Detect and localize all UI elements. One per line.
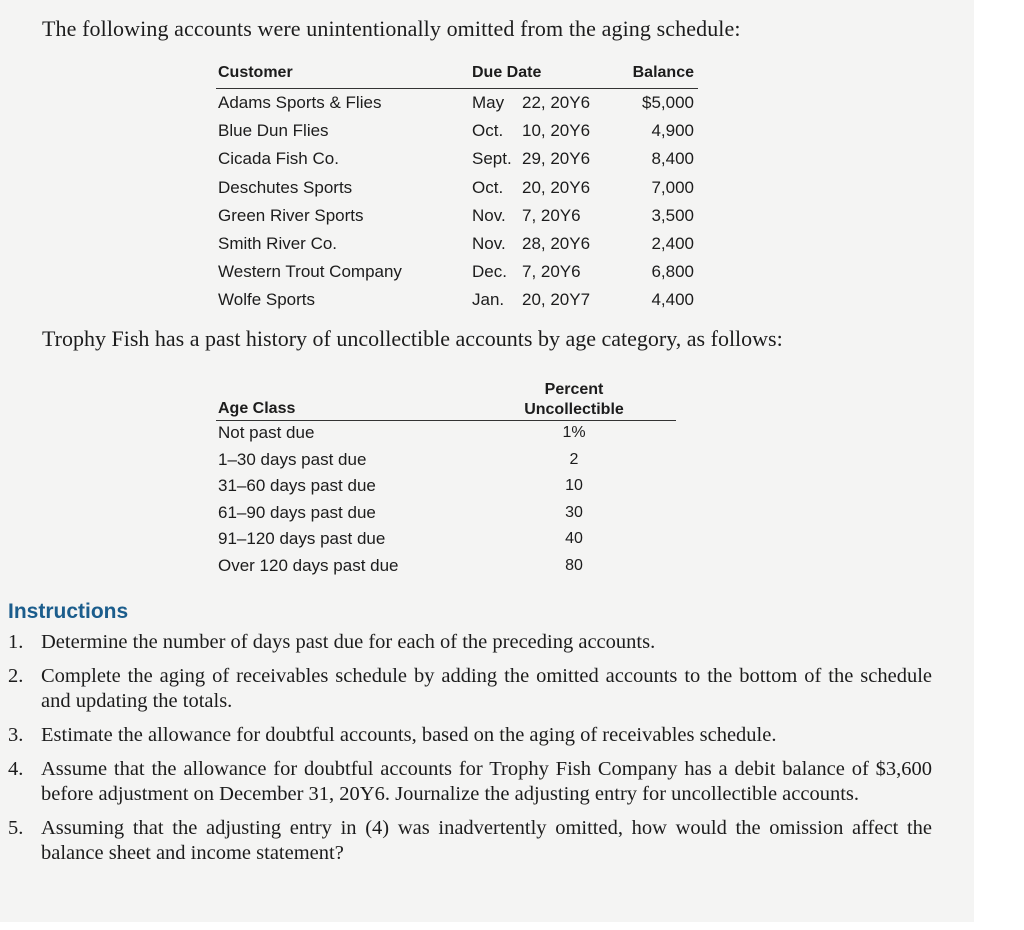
balance-cell: 6,800 <box>651 262 694 282</box>
age-class-table <box>216 380 676 580</box>
instruction-item <box>8 757 932 807</box>
due-month: Nov. <box>472 233 506 253</box>
age-row <box>216 421 676 448</box>
due-day-year: 20, 20Y7 <box>522 290 591 310</box>
accounts-header-row <box>216 62 698 88</box>
customer-cell: Cicada Fish Co. <box>218 149 339 169</box>
age-row <box>216 448 676 475</box>
account-row <box>216 145 698 173</box>
age-row <box>216 501 676 528</box>
account-row <box>216 286 698 314</box>
age-class-cell: 1–30 days past due <box>218 449 367 469</box>
balance-cell: $5,000 <box>642 93 694 112</box>
instruction-number: 3. <box>8 724 24 746</box>
due-date-cell <box>472 149 590 169</box>
percent-cell: 10 <box>565 477 583 494</box>
instruction-text: Assuming that the adjusting entry in (4) was inadvertently omitted, how would the omission affect the balance sheet and income statement? <box>41 817 932 864</box>
age-class-cell: 31–60 days past due <box>218 476 376 495</box>
instruction-item <box>8 723 932 748</box>
account-row <box>216 202 698 230</box>
accounts-rows <box>216 89 698 315</box>
percent-header <box>512 380 636 420</box>
due-day-year: 7, 20Y6 <box>522 205 581 225</box>
instruction-text: Determine the number of days past due for each of the preceding accounts. <box>41 631 656 653</box>
percent-header-line1: Percent <box>544 381 604 398</box>
due-month: Sept. <box>472 149 512 169</box>
percent-cell: 30 <box>565 503 583 521</box>
customer-cell: Smith River Co. <box>218 233 338 253</box>
account-row <box>216 258 698 286</box>
account-row <box>216 174 698 202</box>
customer-cell: Green River Sports <box>218 205 364 225</box>
omitted-accounts-table <box>216 62 698 315</box>
balance-cell: 4,400 <box>651 290 694 310</box>
due-day-year: 20, 20Y6 <box>522 177 591 197</box>
due-date-cell <box>472 121 590 141</box>
balance-cell: 8,400 <box>651 149 694 169</box>
balance-cell: 2,400 <box>651 233 694 253</box>
age-rows <box>216 421 676 580</box>
instruction-item <box>8 816 932 866</box>
due-day-year: 22, 20Y6 <box>522 93 591 112</box>
instructions-heading: Instructions <box>8 600 129 623</box>
instruction-number: 1. <box>8 631 24 653</box>
instruction-text: Estimate the allowance for doubtful accounts, based on the aging of receivables schedule. <box>41 724 777 746</box>
due-month: Jan. <box>472 290 505 310</box>
customer-cell: Western Trout Company <box>218 262 402 282</box>
due-date-cell <box>472 262 581 282</box>
due-date-header: Due Date <box>472 64 542 81</box>
due-date-cell <box>472 206 581 226</box>
due-date-cell <box>472 178 590 198</box>
account-row <box>216 230 698 258</box>
balance-cell: 7,000 <box>651 177 694 197</box>
customer-cell: Wolfe Sports <box>218 290 316 310</box>
percent-cell: 40 <box>565 530 583 547</box>
age-class-cell: Not past due <box>218 423 315 442</box>
instruction-number: 4. <box>8 758 24 780</box>
due-month: Oct. <box>472 121 504 141</box>
age-class-cell: 61–90 days past due <box>218 502 376 522</box>
percent-cell: 2 <box>569 450 579 468</box>
customer-header: Customer <box>218 64 293 81</box>
due-month: Oct. <box>472 177 504 197</box>
percent-cell: 80 <box>565 556 583 574</box>
age-row <box>216 554 676 581</box>
due-date-cell <box>472 93 590 113</box>
intro-text: The following accounts were unintentionally omitted from the aging schedule: <box>42 16 741 41</box>
instruction-item <box>8 630 932 655</box>
instruction-text: Assume that the allowance for doubtful accounts for Trophy Fish Company has a debit balance of $3,600 before adjustment on December 31, 20Y6. Journalize the adjusting entry for uncollectible accounts. <box>41 758 932 805</box>
due-day-year: 29, 20Y6 <box>522 149 591 169</box>
age-class-header: Age Class <box>218 400 296 417</box>
due-day-year: 7, 20Y6 <box>522 262 581 282</box>
instruction-item <box>8 664 932 714</box>
instruction-number: 5. <box>8 817 24 839</box>
balance-cell: 4,900 <box>651 121 694 141</box>
instructions-list <box>8 630 932 875</box>
due-month: Nov. <box>472 205 506 225</box>
instruction-number: 2. <box>8 665 24 687</box>
balance-header: Balance <box>632 64 694 81</box>
percent-header-line2: Uncollectible <box>524 401 624 418</box>
due-month: Dec. <box>472 262 507 282</box>
age-header-row <box>216 380 676 420</box>
age-class-cell: Over 120 days past due <box>218 555 399 575</box>
due-day-year: 10, 20Y6 <box>522 121 591 141</box>
history-text: Trophy Fish has a past history of uncollectible accounts by age category, as follows: <box>42 326 783 351</box>
due-date-cell <box>472 290 590 310</box>
customer-cell: Adams Sports & Flies <box>218 93 382 112</box>
due-day-year: 28, 20Y6 <box>522 233 591 253</box>
percent-cell: 1% <box>562 424 586 441</box>
customer-cell: Deschutes Sports <box>218 177 353 197</box>
account-row <box>216 89 698 117</box>
age-row <box>216 527 676 554</box>
due-month: May <box>472 93 505 112</box>
age-class-cell: 91–120 days past due <box>218 529 386 548</box>
customer-cell: Blue Dun Flies <box>218 121 329 141</box>
age-row <box>216 474 676 501</box>
due-date-cell <box>472 234 590 254</box>
balance-cell: 3,500 <box>651 205 694 225</box>
account-row <box>216 117 698 145</box>
instruction-text: Complete the aging of receivables schedule by adding the omitted accounts to the bottom of the schedule and updating the totals. <box>41 665 932 712</box>
